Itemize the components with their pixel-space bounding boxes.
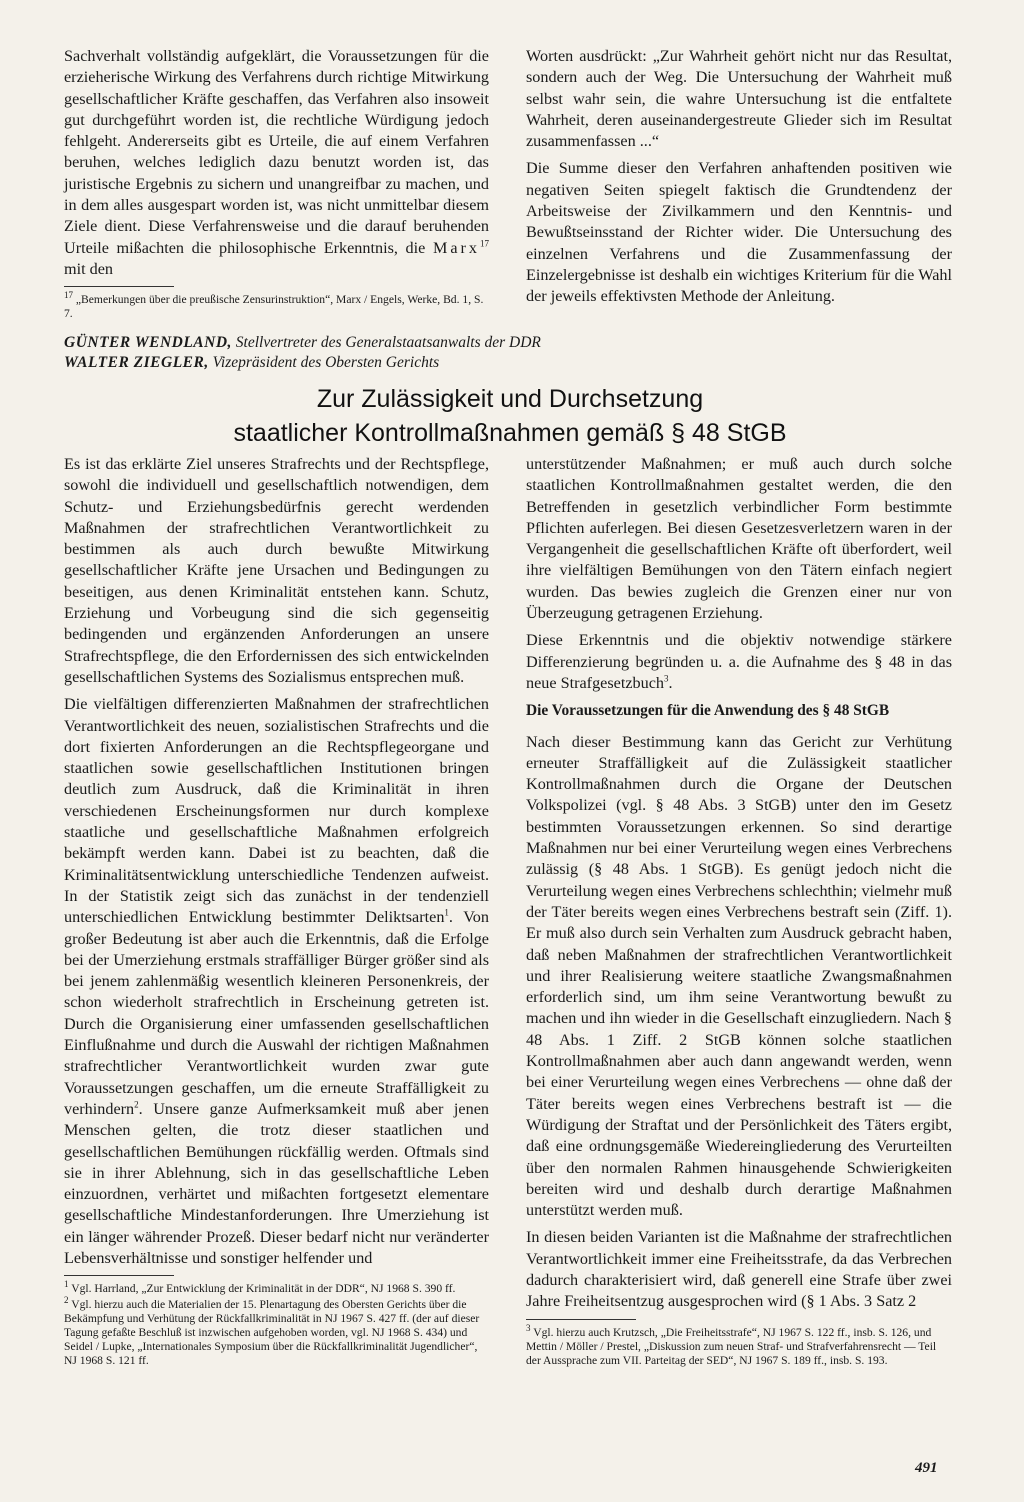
- article-title: [100, 382, 920, 450]
- title-line-1: Zur Zulässigkeit und Durchsetzung: [316, 385, 704, 413]
- footnote-ref-2: 2: [134, 1099, 139, 1110]
- top-right-column: [526, 46, 952, 314]
- article-right-footnotes: [526, 1322, 952, 1368]
- article-right-paragraph-1: unterstützender Maßnahmen; er muß auch durch solche staatlichen Kontrollmaßnahmen gestaltet werden, die den Betreffenden in gesetzlich verbindlicher Form bestimmte Pflichten auferlegen. Bei diesen Gesetzesverletzern waren in der Vergangenheit die gesellschaftlichen Kräfte oft überfordert, weil ihre vielfältigen Bemühungen von den Tätern einfach negiert wurden. Das bewies zugleich die Grenzen einer nur von Überzeugung getragenen Erziehung.: [526, 455, 952, 623]
- footnote-1: $^1$ Vgl. Harrland, „Zur Entwicklung der Kriminalität in der DDR“, NJ 1968 S. 390 ff.: [64, 1279, 456, 1296]
- footnote-2: $^2$ Vgl. hierzu auch die Materialien der 15. Plenartagung des Obersten Gerichts über die Bekämpfung und Verhütung der Rückfallkriminalität in NJ 1967 S. 427 ff. (der auf dieser Tagung gefaßte Beschluß ist inzwischen aufgehoben worden, vgl. NJ 1968 S. 434) und Seidel / Lupke, „Internationales Symposium über die Rückfallkriminalität Jugendlicher“, NJ 1968 S. 121 ff.: [64, 1295, 480, 1368]
- footnote-divider: [526, 1319, 636, 1320]
- article-right-paragraph-3: Nach dieser Bestimmung kann das Gericht zur Verhütung erneuter Straffälligkeit auf die Zulässigkeit staatlicher Kontrollmaßnahmen durch die Organe der Deutschen Volkspolizei (vgl. § 48 Abs. 3 StGB) unter den im Gesetz bestimmten Voraussetzungen erkennen. So sind derartige Maßnahmen nur bei einer Verurteilung wegen eines Verbrechens zulässig (§ 48 Abs. 1 StGB). Es genügt jedoch nicht die Verurteilung wegen eines Verbrechens schlechthin; vielmehr muß der Täter bereits wegen eines Verbrechens bestraft sein (Ziff. 1). Er muß also durch sein Verhalten zum Ausdruck gebracht haben, daß neben Maßnahmen der strafrechtlichen Verantwortlichkeit und ihrer Realisierung weitere staatliche Zwangsmaßnahmen erforderlich sind, um ihm seine Verantwortung bewußt zu machen und ihn wieder in die Gesellschaft einzugliedern. Nach § 48 Abs. 1 Ziff. 2 StGB können solche staatlichen Kontrollmaßnahmen aber auch dann angewandt werden, wenn bei einer Verurteilung wegen eines Verbrechens — ohne daß der Täter bereits wegen eines Verbrechens bestraft ist — die Würdigung der Straftat und der Persönlichkeit des Täters ergibt, daß eine ordnungsgemäße Wiedereingliederung des Verurteilten über den normalen Rahmen hinausgehende Schwierigkeiten bereiten wird und deshalb durch derartige Maßnahmen unterstützt werden muß.: [526, 732, 952, 1220]
- author-2: WALTER ZIEGLER, Vizepräsident des Obersten Gerichts: [64, 354, 440, 371]
- top-right-paragraph-2: Die Summe dieser den Verfahren anhaftenden positiven wie negativen Seiten spiegelt faktisch die Grundtendenz der Arbeitsweise der Zivilkammern und den Kenntnis- und Bewußtseinsstand der Richter wider. Die Untersuchung des einzelnen Verfahrens und die Zusammenfassung der Einzelergebnisse ist deshalb ein wichtiges Kriterium für die Wahl der jeweils effektivsten Methode der Anleitung.: [526, 159, 952, 306]
- footnote-ref-3: 3: [663, 673, 669, 684]
- title-line-2: staatlicher Kontrollmaßnahmen gemäß § 48 StGB: [233, 419, 787, 447]
- footnote-divider: [64, 1275, 174, 1276]
- article-authors: [64, 333, 764, 373]
- article-right-paragraph-4: In diesen beiden Varianten ist die Maßnahme der strafrechtlichen Verantwortlichkeit immer eine Freiheitsstrafe, da das Verbrechen dadurch charakterisiert wird, daß generell eine Strafe über zwei Jahre Freiheitsentzug ausgesprochen wird (§ 1 Abs. 3 Satz 2: [526, 1228, 952, 1311]
- top-left-paragraph: Sachverhalt vollständig aufgeklärt, die Voraussetzungen für die erzieherische Wirkung des Verfahrens durch richtige Mitwirkung gesellschaftlicher Kräfte geschaffen, das Verfahren also insoweit gut durchgeführt worden ist, die rechtliche Würdigung jedoch fehlgeht. Andererseits gibt es Urteile, die auf einem Verfahren beruhen, welches lediglich dazu benutzt worden ist, das juristische Ergebnis zu sichern und unangreifbar zu machen, und in dem alles ausgespart worden ist, was nicht unmittelbar diesem Ziele dient. Diese Verfahrensweise und die darauf beruhenden Urteile mißachten die philosophische Erkenntnis, die Marx$^{17}$ mit den: [64, 47, 489, 278]
- top-right-paragraph-1: Worten ausdrückt: „Zur Wahrheit gehört nicht nur das Resultat, sondern auch der Weg. Die Untersuchung der Wahrheit muß selbst wahr sein, die wahre Untersuchung ist die entfaltete Wahrheit, deren auseinandergestreute Glieder sich im Resultat zusammenfassen ...“: [526, 47, 952, 151]
- footnote-ref-1: 1: [444, 907, 449, 918]
- author-1: GÜNTER WENDLAND, Stellvertreter des Generalstaatsanwalts der DDR: [64, 334, 541, 351]
- footnote-17: $^{17}$ „Bemerkungen über die preußische Zensurinstruktion“, Marx / Engels, Werke, Bd. 1, S. 7.: [64, 290, 484, 321]
- article-right-column: [526, 454, 952, 1370]
- article-left-paragraph-1: Es ist das erklärte Ziel unseres Strafrechts und der Rechtspflege, sowohl die individuell und gesellschaftlich notwendigen, dem Schutz- und Erziehungsbedürfnis gerecht werdenden Maßnahmen der strafrechtlichen Verantwortlichkeit zu bestimmen als auch durch bewußte Mitwirkung gesellschaftlicher Kräfte jene Ursachen und Bedingungen zu beseitigen, aus denen Kriminalität entstehen kann. Schutz, Erziehung und Vorbeugung sind die sich gegenseitig bedingenden und ergänzenden Anforderungen an unsere Strafrechtspflege, die den Erfordernissen des sich entwickelnden gesellschaftlichen Systems des Sozialismus entsprechen muß.: [64, 455, 489, 686]
- marx-name: Marx: [432, 238, 480, 257]
- article-left-footnotes: [64, 1279, 489, 1368]
- section-heading: Die Voraussetzungen für die Anwendung des § 48 StGB: [526, 702, 890, 720]
- footnote-ref-17: 17: [480, 238, 489, 249]
- top-left-column: [64, 46, 489, 323]
- footnote-divider: [64, 286, 174, 287]
- article-right-paragraph-2: Diese Erkenntnis und die objektiv notwendige stärkere Differenzierung begründen u. a. die Aufnahme des § 48 in das neue Strafgesetzbuch$^3$.: [526, 631, 952, 692]
- article-left-column: [64, 454, 489, 1370]
- page-number: 491: [915, 1460, 938, 1476]
- article-left-paragraph-2: Die vielfältigen differenzierten Maßnahmen der strafrechtlichen Verantwortlichkeit des neuen, sozialistischen Strafrechts und die dort fixierten Anforderungen an die Rechtspflegeorgane und staatlichen sowie gesellschaftlichen Institutionen bringen deutlich zum Ausdruck, daß die Kriminalität in ihren verschiedenen Erscheinungsformen nur durch komplexe staatliche und gesellschaftliche Maßnahmen erfolgreich bekämpft werden kann. Dabei ist zu beachten, daß die Kriminalitätsentwicklung unterschiedliche Tendenzen aufweist. In der Statistik zeigt sich das zunächst in der tendenziell unterschiedlichen Entwicklung bestimmter Deliktsarten$^1$. Von großer Bedeutung ist aber auch die Erkenntnis, daß die Erfolge bei der Umerziehung erstmals straffälliger Bürger größer sind als bei jenem zahlenmäßig wesentlich kleineren Personenkreis, der schon wiederholt strafrechtlich in Erscheinung getreten ist. Durch die Organisierung einer umfassenden gesellschaftlichen Einflußnahme und durch die Auswahl der richtigen Maßnahmen strafrechtlicher Verantwortlichkeit wurden zwar gute Voraussetzungen geschaffen, um die erneute Straffälligkeit zu verhindern$^2$. Unsere ganze Aufmerksamkeit muß aber jenen Menschen gelten, die trotz dieser staatlichen und gesellschaftlichen Bemühungen rückfällig werden. Oftmals sind sie in ihrer Ablehnung, sich in das gesellschaftliche Leben einzuordnen, verhärtet und mißachten fortgesetzt elementare gesellschaftliche Mindestanforderungen. Ihre Umerziehung ist ein länger währender Prozeß. Dieser bedarf nicht nur veränderter Lebensverhältnisse und sonstiger helfender und: [64, 695, 489, 1267]
- footnote-3: $^3$ Vgl. hierzu auch Krutzsch, „Die Freiheitsstrafe“, NJ 1967 S. 122 ff., insb. S. 126, und Mettin / Möller / Prestel, „Diskussion zum neuen Straf- und Strafverfahrensrecht — Teil der Aussprache zum VII. Parteitag der SED“, NJ 1967 S. 189 ff., insb. S. 193.: [526, 1322, 937, 1367]
